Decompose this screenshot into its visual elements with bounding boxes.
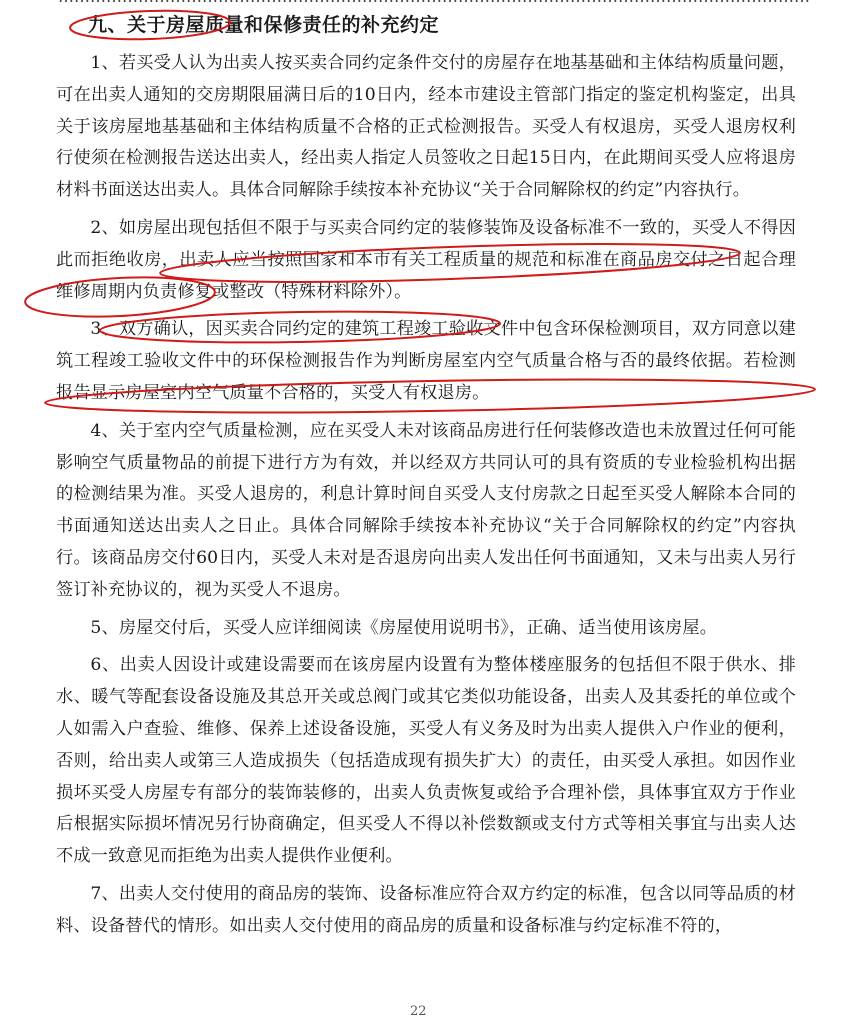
paragraph-7: 7、出卖人交付使用的商品房的装饰、设备标准应符合双方约定的标准，包含以同等品质的材料、设备替代的情形。如出卖人交付使用的商品房的质量和设备标准与约定标准不符的， bbox=[56, 883, 796, 936]
page-number: 22 bbox=[410, 1004, 427, 1019]
paragraph-5: 5、房屋交付后，买受人应详细阅读《房屋使用说明书》，正确、适当使用该房屋。 bbox=[90, 617, 718, 638]
paragraph-3: 3、双方确认，因买卖合同约定的建筑工程竣工验收文件中包含环保检测项目，双方同意以建筑工程竣工验收文件中的环保检测报告作为判断房屋室内空气质量合格与否的最终依据。若检测报告显示房屋室内空气质量不合格的，买受人有权退房。 bbox=[56, 319, 796, 403]
paragraph-1: 1、若买受人认为出卖人按买卖合同约定条件交付的房屋存在地基基础和主体结构质量问题，可在出卖人通知的交房期限届满日后的10日内，经本市建设主管部门指定的鉴定机构鉴定，出具关于该房屋地基基础和主体结构质量不合格的正式检测报告。买受人有权退房，买受人退房权利行使须在检测报告送达出卖人，经出卖人指定人员签收之日起15日内，在此期间买受人应将退房材料书面送达出卖人。具体合同解除手续按本补充协议“关于合同解除权的约定”内容执行。 bbox=[56, 53, 796, 201]
paragraph-2: 2、如房屋出现包括但不限于与买卖合同约定的装修装饰及设备标准不一致的，买受人不得因此而拒绝收房，出卖人应当按照国家和本市有关工程质量的规范和标准在商品房交付之日起合理维修周期内负责修复或整改（特殊材料除外）。 bbox=[56, 217, 796, 302]
section-title: 九、关于房屋质量和保修责任的补充约定 bbox=[88, 14, 440, 36]
paragraph-4: 4、关于室内空气质量检测，应在买受人未对该商品房进行任何装修改造也未放置过任何可能影响空气质量物品的前提下进行方为有效，并以经双方共同认可的具有资质的专业检验机构出据的检测结果为准。买受人退房的，利息计算时间自买受人支付房款之日起至买受人解除本合同的书面通知送达出卖人之日止。具体合同解除手续按本补充协议“关于合同解除权的约定”内容执行。该商品房交付60日内，买受人未对是否退房向出卖人发出任何书面通知，又未与出卖人另行签订补充协议的，视为买受人不退房。 bbox=[56, 420, 796, 600]
document-body bbox=[56, 48, 796, 949]
previous-line-fragment bbox=[58, 0, 838, 5]
paragraph-6: 6、出卖人因设计或建设需要而在该房屋内设置有为整体楼座服务的包括但不限于供水、排水、暖气等配套设备设施及其总开关或总阀门或其它类似功能设备，出卖人及其委托的单位或个人如需入户查验、维修、保养上述设备设施，买受人有义务及时为出卖人提供入户作业的便利，否则，给出卖人或第三人造成损失（包括造成现有损失扩大）的责任，由买受人承担。如因作业损坏买受人房屋专有部分的装饰装修的，出卖人负责恢复或给予合理补偿，具体事宜双方于作业后根据实际损坏情况另行协商确定，但买受人不得以补偿数额或支付方式等相关事宜与出卖人达不成一致意见而拒绝为出卖人提供作业便利。 bbox=[56, 655, 796, 867]
